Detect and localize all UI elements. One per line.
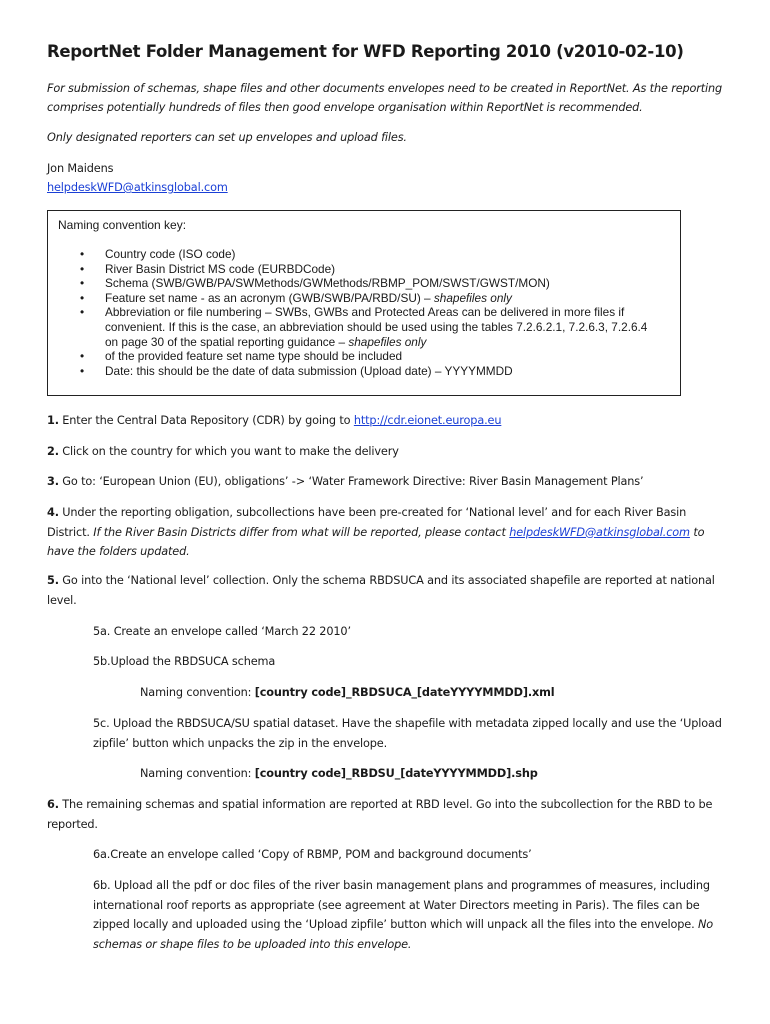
intro-paragraph: For submission of schemas, shape files and other documents envelopes need to be created in ReportNet. As the reporting comprises potentially hundreds of files then good envelope organisation within ReportNet is recommended. [47,82,723,114]
bullet-icon: • [80,276,85,291]
step-5a: 5a. Create an envelope called ‘March 22 2010’ [93,625,351,638]
bullet-icon: • [80,349,85,364]
page-title: ReportNet Folder Management for WFD Reporting 2010 (v2010-02-10) [47,42,684,61]
naming-key-list [58,247,658,378]
step-5c: 5c. Upload the RBDSUCA/SU spatial dataset. Have the shapefile with metadata zipped locally and use the ‘Upload zipfile’ button which unpacks the zip in the envelope. [93,717,722,750]
list-item: • Date: this should be the date of data submission (Upload date) – YYYYMMDD [80,363,513,378]
bullet-icon: • [80,363,85,378]
step-4: 4. Under the reporting obligation, subcollections have been pre-created for ‘National level’ and for each River Basin District. If the River Basin Districts differ from what will be reported, please contact helpdeskWFD@atkinsglobal.com to have the folders updated. [47,506,705,558]
bullet-icon: • [80,247,85,261]
helpdesk-email-link[interactable]: helpdeskWFD@atkinsglobal.com [509,525,690,539]
author-email-link[interactable]: helpdeskWFD@atkinsglobal.com [47,181,228,194]
step-6: 6. The remaining schemas and spatial information are reported at RBD level. Go into the subcollection for the RBD to be reported. [47,798,713,831]
step-1: 1. Enter the Central Data Repository (CDR) by going to http://cdr.eionet.europa.eu [47,414,502,427]
bullet-icon: • [80,261,85,276]
bullet-icon: • [80,290,85,305]
step-5: 5. Go into the ‘National level’ collection. Only the schema RBDSUCA and its associated shapefile are reported at national level. [47,574,715,607]
step-2: 2. Click on the country for which you want to make the delivery [47,445,399,458]
naming-convention-box [47,210,681,396]
cdr-link[interactable]: http://cdr.eionet.europa.eu [353,414,502,427]
step-3: 3. Go to: ‘European Union (EU), obligations’ -> ‘Water Framework Directive: River Basin Management Plans’ [47,475,644,488]
naming-key-title: Naming convention key: [58,218,187,232]
list-item: • Schema (SWB/GWB/PA/SWMethods/GWMethods/RBMP_POM/SWST/GWST/MON) [80,276,550,291]
naming-convention-5b: Naming convention: [country code]_RBDSUCA_[dateYYYYMMDD].xml [140,686,555,699]
list-item: • Country code (ISO code) [80,247,236,261]
reporter-note: Only designated reporters can set up envelopes and upload files. [47,131,407,144]
step-5b: 5b.Upload the RBDSUCA schema [93,655,276,668]
step-6a: 6a.Create an envelope called ‘Copy of RBMP, POM and background documents’ [93,848,532,861]
author-name: Jon Maidens [47,162,114,175]
list-item: • River Basin District MS code (EURBDCode) [80,261,336,276]
list-item: • of the provided feature set name type should be included [80,349,403,364]
step-6b: 6b. Upload all the pdf or doc files of the river basin management plans and programmes of measures, including international roof reports as appropriate (see agreement at Water Directors meeting in Paris). The files can be zipped locally and uploaded using the ‘Upload zipfile’ button which will unpack all the files into the envelope. No schemas or shape files to be uploaded into this envelope. [93,879,714,951]
naming-convention-5c: Naming convention: [country code]_RBDSU_[dateYYYYMMDD].shp [140,767,538,780]
list-item: • Feature set name - as an acronym (GWB/SWB/PA/RBD/SU) – shapefiles only [80,290,512,305]
list-item: • Abbreviation or file numbering – SWBs, GWBs and Protected Areas can be delivered in more files if convenient. If this is the case, an abbreviation should be used using the tables 7.2.6.2.1, 7.2.6.3, 7.2.6.4 on page 30 of the spatial reporting guidance – shapefiles only [80,305,648,349]
bullet-icon: • [80,305,85,320]
